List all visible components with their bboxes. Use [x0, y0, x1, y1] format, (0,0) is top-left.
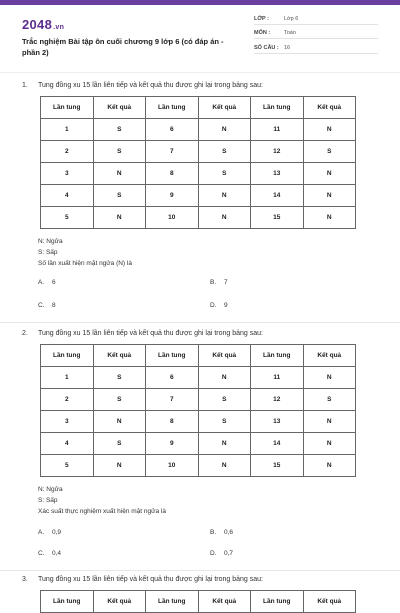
option-label: A. [38, 279, 45, 286]
question-3 [0, 576, 400, 605]
table-cell: N [303, 367, 356, 389]
meta-class-value: Lớp 6 [284, 16, 299, 22]
table-header: Kết quả [303, 591, 356, 613]
table-row [41, 411, 356, 433]
answer-option-b[interactable] [210, 279, 228, 286]
legend-tails: S: Sấp [38, 497, 58, 504]
page-header [0, 5, 400, 65]
table-cell: N [303, 433, 356, 455]
meta-subject-value: Toán [284, 30, 296, 36]
table-cell: 9 [146, 433, 199, 455]
option-text: 0,4 [52, 550, 62, 557]
question-number: 3. [22, 576, 28, 583]
table-cell: N [303, 455, 356, 477]
table-header-row [41, 97, 356, 119]
table-header: Kết quả [303, 97, 356, 119]
option-text: 9 [224, 302, 228, 309]
table-cell: 4 [41, 433, 94, 455]
question-divider [0, 570, 400, 571]
answer-option-a[interactable] [38, 529, 61, 536]
table-header: Kết quả [93, 97, 146, 119]
document-title: Trắc nghiệm Bài tập ôn cuối chương 9 lớp 6 (có đáp án - phần 2) [22, 37, 224, 57]
table-cell: 3 [41, 163, 94, 185]
option-text: 6 [52, 279, 56, 286]
option-text: 0,6 [224, 529, 234, 536]
table-cell: 14 [251, 433, 304, 455]
table-cell: S [198, 163, 251, 185]
option-label: A. [38, 529, 45, 536]
meta-divider [254, 53, 378, 54]
table-row [41, 119, 356, 141]
table-cell: S [93, 367, 146, 389]
table-cell: 4 [41, 185, 94, 207]
answer-option-d[interactable] [210, 550, 233, 557]
question-text: Tung đồng xu 15 lần liên tiếp và kết quả thu được ghi lại trong bảng sau: [38, 330, 264, 337]
table-cell: 3 [41, 411, 94, 433]
meta-count-key: SỐ CÂU : [254, 45, 279, 51]
table-cell: S [93, 141, 146, 163]
table-cell: 6 [146, 119, 199, 141]
answer-option-b[interactable] [210, 529, 233, 536]
table-row [41, 367, 356, 389]
toss-results-table [40, 590, 356, 613]
question-number: 1. [22, 82, 28, 89]
table-cell: 11 [251, 119, 304, 141]
table-cell: N [93, 411, 146, 433]
table-header-row [41, 345, 356, 367]
question-1 [0, 82, 400, 318]
answer-option-c[interactable] [38, 302, 56, 309]
table-row [41, 389, 356, 411]
table-cell: 8 [146, 163, 199, 185]
toss-results-table [40, 96, 356, 229]
table-cell: N [198, 433, 251, 455]
table-header: Lần tung [251, 345, 304, 367]
table-header: Lần tung [251, 97, 304, 119]
table-cell: N [198, 207, 251, 229]
logo-text: 2048 [22, 17, 53, 32]
table-cell: N [93, 207, 146, 229]
option-label: D. [210, 550, 217, 557]
table-cell: 1 [41, 119, 94, 141]
table-cell: 13 [251, 163, 304, 185]
table-cell: 15 [251, 455, 304, 477]
table-cell: 14 [251, 185, 304, 207]
answer-option-c[interactable] [38, 550, 61, 557]
table-cell: 8 [146, 411, 199, 433]
table-row [41, 141, 356, 163]
table-cell: N [93, 163, 146, 185]
question-number: 2. [22, 330, 28, 337]
table-row [41, 163, 356, 185]
table-header: Lần tung [41, 97, 94, 119]
question-prompt: Số lần xuất hiện mặt ngửa (N) là [38, 260, 132, 267]
table-cell: 5 [41, 455, 94, 477]
table-cell: 9 [146, 185, 199, 207]
option-label: B. [210, 529, 217, 536]
table-cell: N [303, 207, 356, 229]
table-header: Kết quả [93, 591, 146, 613]
option-label: D. [210, 302, 217, 309]
question-prompt: Xác suất thực nghiệm xuất hiện mặt ngửa là [38, 508, 166, 515]
table-cell: S [303, 141, 356, 163]
table-cell: N [198, 455, 251, 477]
table-cell: S [93, 119, 146, 141]
option-text: 7 [224, 279, 228, 286]
table-header: Kết quả [198, 591, 251, 613]
table-cell: S [198, 389, 251, 411]
option-text: 0,7 [224, 550, 234, 557]
option-label: C. [38, 302, 45, 309]
table-header: Lần tung [146, 345, 199, 367]
question-text: Tung đồng xu 15 lần liên tiếp và kết quả thu được ghi lại trong bảng sau: [38, 82, 264, 89]
table-cell: S [303, 389, 356, 411]
meta-class-key: LỚP : [254, 16, 269, 22]
table-header: Kết quả [198, 97, 251, 119]
table-cell: N [303, 411, 356, 433]
table-cell: S [93, 433, 146, 455]
table-cell: 10 [146, 207, 199, 229]
option-label: C. [38, 550, 45, 557]
table-header: Kết quả [93, 345, 146, 367]
header-divider [0, 72, 400, 73]
table-cell: 11 [251, 367, 304, 389]
option-text: 0,9 [52, 529, 62, 536]
meta-count-value: 16 [284, 45, 291, 51]
table-cell: 6 [146, 367, 199, 389]
table-cell: 7 [146, 141, 199, 163]
meta-divider [254, 24, 378, 25]
table-row [41, 433, 356, 455]
table-cell: 7 [146, 389, 199, 411]
table-cell: S [93, 185, 146, 207]
meta-divider [254, 38, 378, 39]
table-cell: 2 [41, 141, 94, 163]
table-cell: N [303, 163, 356, 185]
table-cell: S [198, 411, 251, 433]
table-cell: 5 [41, 207, 94, 229]
answer-option-d[interactable] [210, 302, 228, 309]
toss-results-table [40, 344, 356, 477]
question-divider [0, 322, 400, 323]
table-row [41, 185, 356, 207]
table-cell: N [303, 119, 356, 141]
table-header: Kết quả [303, 345, 356, 367]
table-row [41, 207, 356, 229]
table-cell: S [198, 141, 251, 163]
legend-tails: S: Sấp [38, 249, 58, 256]
table-cell: 12 [251, 389, 304, 411]
table-header: Lần tung [146, 591, 199, 613]
table-cell: 13 [251, 411, 304, 433]
question-2 [0, 330, 400, 566]
table-header: Kết quả [198, 345, 251, 367]
table-cell: N [198, 367, 251, 389]
table-cell: 2 [41, 389, 94, 411]
site-logo[interactable] [22, 17, 64, 32]
question-text: Tung đồng xu 15 lần liên tiếp và kết quả thu được ghi lại trong bảng sau: [38, 576, 264, 583]
table-cell: N [93, 455, 146, 477]
legend-heads: N: Ngửa [38, 486, 63, 493]
table-header: Lần tung [146, 97, 199, 119]
table-cell: N [303, 185, 356, 207]
table-cell: S [93, 389, 146, 411]
meta-subject-key: MÔN : [254, 30, 271, 36]
table-row [41, 455, 356, 477]
table-cell: N [198, 119, 251, 141]
table-cell: N [198, 185, 251, 207]
table-header-row [41, 591, 356, 613]
option-text: 8 [52, 302, 56, 309]
table-header: Lần tung [41, 345, 94, 367]
table-cell: 15 [251, 207, 304, 229]
table-cell: 10 [146, 455, 199, 477]
table-cell: 1 [41, 367, 94, 389]
option-label: B. [210, 279, 217, 286]
answer-option-a[interactable] [38, 279, 56, 286]
logo-suffix: .vn [53, 24, 65, 31]
table-cell: 12 [251, 141, 304, 163]
legend-heads: N: Ngửa [38, 238, 63, 245]
table-header: Lần tung [251, 591, 304, 613]
table-header: Lần tung [41, 591, 94, 613]
